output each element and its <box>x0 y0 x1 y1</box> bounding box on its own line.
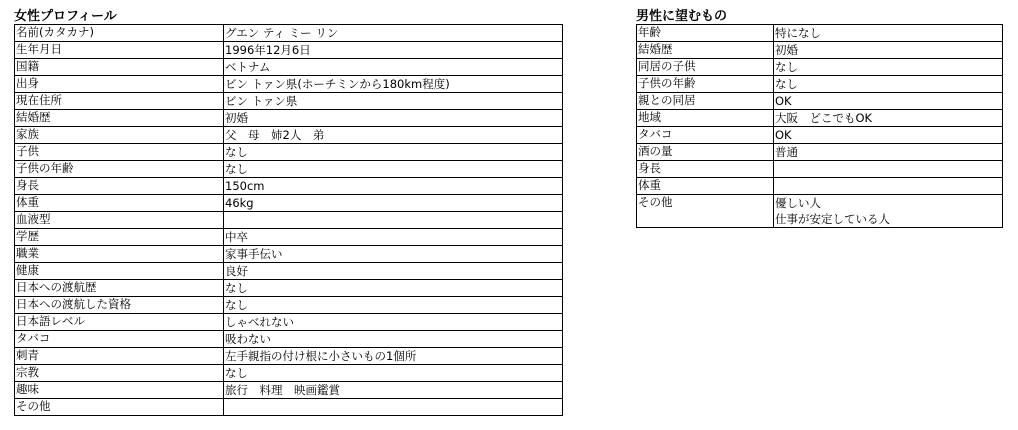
row-value-line: 150cm <box>225 179 265 193</box>
row-value <box>224 25 563 42</box>
male-wishes-row <box>637 178 1003 195</box>
male-wishes-section <box>636 10 1003 228</box>
row-value <box>224 195 563 212</box>
female-profile-row <box>15 144 563 161</box>
row-value <box>224 59 563 76</box>
row-value <box>224 263 563 280</box>
row-value-line <box>775 161 1002 177</box>
row-value-line: 初婚 <box>775 43 798 57</box>
row-label: 身長 <box>15 178 224 195</box>
row-label: 年齢 <box>637 25 774 42</box>
row-value-line: 特になし <box>775 26 821 40</box>
row-value <box>224 365 563 382</box>
row-label: 家族 <box>15 127 224 144</box>
female-profile-row <box>15 161 563 178</box>
female-profile-title: 女性プロフィール <box>14 9 117 24</box>
row-value <box>224 93 563 110</box>
row-value-line: 旅行 料理 映画鑑賞 <box>225 383 340 397</box>
row-value <box>224 42 563 59</box>
row-value <box>224 399 563 416</box>
female-profile-row <box>15 93 563 110</box>
row-value <box>224 161 563 178</box>
row-label: 宗教 <box>15 365 224 382</box>
row-value-line: ベトナム <box>225 60 271 74</box>
row-value-line: 父 母 姉2人 弟 <box>225 128 325 142</box>
female-profile-row <box>15 110 563 127</box>
row-value <box>774 93 1003 110</box>
row-value-line: 良好 <box>225 264 248 278</box>
female-profile-row <box>15 25 563 42</box>
male-wishes-table <box>636 24 1003 228</box>
row-value <box>224 246 563 263</box>
row-value-line: 1996年12月6日 <box>225 43 311 57</box>
row-value-line: なし <box>225 298 248 312</box>
row-value-line: なし <box>225 281 248 295</box>
row-label: 子供の年齢 <box>637 76 774 93</box>
row-value <box>224 110 563 127</box>
row-value <box>774 178 1003 195</box>
row-value-line: 初婚 <box>225 111 248 125</box>
row-value-line: 普通 <box>775 145 798 159</box>
row-value-line: なし <box>775 77 798 91</box>
female-profile-row <box>15 382 563 399</box>
female-profile-row <box>15 348 563 365</box>
male-wishes-row <box>637 127 1003 144</box>
row-label: 血液型 <box>15 212 224 229</box>
row-label: 職業 <box>15 246 224 263</box>
female-profile-row <box>15 59 563 76</box>
female-profile-row <box>15 280 563 297</box>
male-wishes-title: 男性に望むもの <box>636 9 728 24</box>
row-value-line: グエン ティ ミー リン <box>225 26 339 40</box>
row-label: 子供 <box>15 144 224 161</box>
male-wishes-row <box>637 93 1003 110</box>
row-value <box>224 314 563 331</box>
row-label: 結婚歴 <box>637 42 774 59</box>
row-value-line: 吸わない <box>225 332 271 346</box>
row-value <box>224 229 563 246</box>
row-label: 刺青 <box>15 348 224 365</box>
row-value <box>774 110 1003 127</box>
row-value-line <box>225 399 562 415</box>
row-label: タバコ <box>637 127 774 144</box>
row-label: その他 <box>637 195 774 228</box>
row-value <box>774 195 1003 228</box>
row-value-line: 仕事が安定している人 <box>775 212 890 226</box>
male-wishes-row <box>637 76 1003 93</box>
female-profile-row <box>15 42 563 59</box>
row-value-line <box>225 212 562 228</box>
female-profile-row <box>15 178 563 195</box>
row-label: 酒の量 <box>637 144 774 161</box>
row-label: その他 <box>15 399 224 416</box>
row-label: 日本語レベル <box>15 314 224 331</box>
female-profile-row <box>15 365 563 382</box>
row-label: 同居の子供 <box>637 59 774 76</box>
row-value <box>774 76 1003 93</box>
row-value <box>224 76 563 93</box>
row-value <box>774 161 1003 178</box>
female-profile-row <box>15 399 563 416</box>
row-label: 結婚歴 <box>15 110 224 127</box>
row-label: 地域 <box>637 110 774 127</box>
row-value <box>224 144 563 161</box>
row-value <box>224 178 563 195</box>
row-label: 名前(カタカナ) <box>15 25 224 42</box>
female-profile-row <box>15 314 563 331</box>
female-profile-row <box>15 195 563 212</box>
female-profile-row <box>15 127 563 144</box>
female-profile-row <box>15 331 563 348</box>
row-label: 出身 <box>15 76 224 93</box>
row-label: 日本への渡航した資格 <box>15 297 224 314</box>
row-label: 日本への渡航歴 <box>15 280 224 297</box>
row-value <box>224 297 563 314</box>
female-profile-table <box>14 24 563 416</box>
female-profile-section <box>14 10 563 416</box>
male-wishes-row <box>637 25 1003 42</box>
row-value-line: 46kg <box>225 196 254 210</box>
row-value-line: OK <box>775 128 792 142</box>
row-value-line: しゃべれない <box>225 315 294 329</box>
row-value-line: ビン トァン県(ホーチミンから180km程度) <box>225 77 450 91</box>
male-wishes-row <box>637 110 1003 127</box>
row-label: 親との同居 <box>637 93 774 110</box>
row-label: 趣味 <box>15 382 224 399</box>
row-label: 体重 <box>637 178 774 195</box>
row-value <box>224 280 563 297</box>
row-label: タバコ <box>15 331 224 348</box>
female-profile-row <box>15 263 563 280</box>
row-label: 子供の年齢 <box>15 161 224 178</box>
row-value <box>224 212 563 229</box>
row-value-line: 家事手伝い <box>225 247 283 261</box>
row-value-line: なし <box>225 162 248 176</box>
row-label: 現在住所 <box>15 93 224 110</box>
row-value <box>224 331 563 348</box>
row-value-line: 中卒 <box>225 230 248 244</box>
row-value-line: なし <box>225 366 248 380</box>
row-label: 体重 <box>15 195 224 212</box>
male-wishes-row <box>637 42 1003 59</box>
female-profile-row <box>15 212 563 229</box>
row-value-line: 優しい人 <box>775 196 821 210</box>
row-value <box>774 59 1003 76</box>
row-value <box>224 348 563 365</box>
female-profile-row <box>15 246 563 263</box>
row-value <box>224 382 563 399</box>
row-value <box>774 127 1003 144</box>
female-profile-row <box>15 229 563 246</box>
male-wishes-row <box>637 195 1003 228</box>
row-value <box>774 25 1003 42</box>
row-value <box>774 144 1003 161</box>
female-profile-row <box>15 76 563 93</box>
row-value-line: なし <box>775 60 798 74</box>
row-label: 学歴 <box>15 229 224 246</box>
row-value-line: 左手親指の付け根に小さいもの1個所 <box>225 349 417 363</box>
row-value-line: 大阪 どこでもOK <box>775 111 873 125</box>
row-value-line: なし <box>225 145 248 159</box>
row-value-line: OK <box>775 94 792 108</box>
row-value <box>224 127 563 144</box>
male-wishes-row <box>637 161 1003 178</box>
row-value-line <box>775 178 1002 194</box>
female-profile-row <box>15 297 563 314</box>
row-label: 健康 <box>15 263 224 280</box>
male-wishes-row <box>637 144 1003 161</box>
male-wishes-row <box>637 59 1003 76</box>
row-label: 身長 <box>637 161 774 178</box>
row-label: 生年月日 <box>15 42 224 59</box>
row-value <box>774 42 1003 59</box>
row-label: 国籍 <box>15 59 224 76</box>
row-value-line: ビン トァン県 <box>225 94 298 108</box>
